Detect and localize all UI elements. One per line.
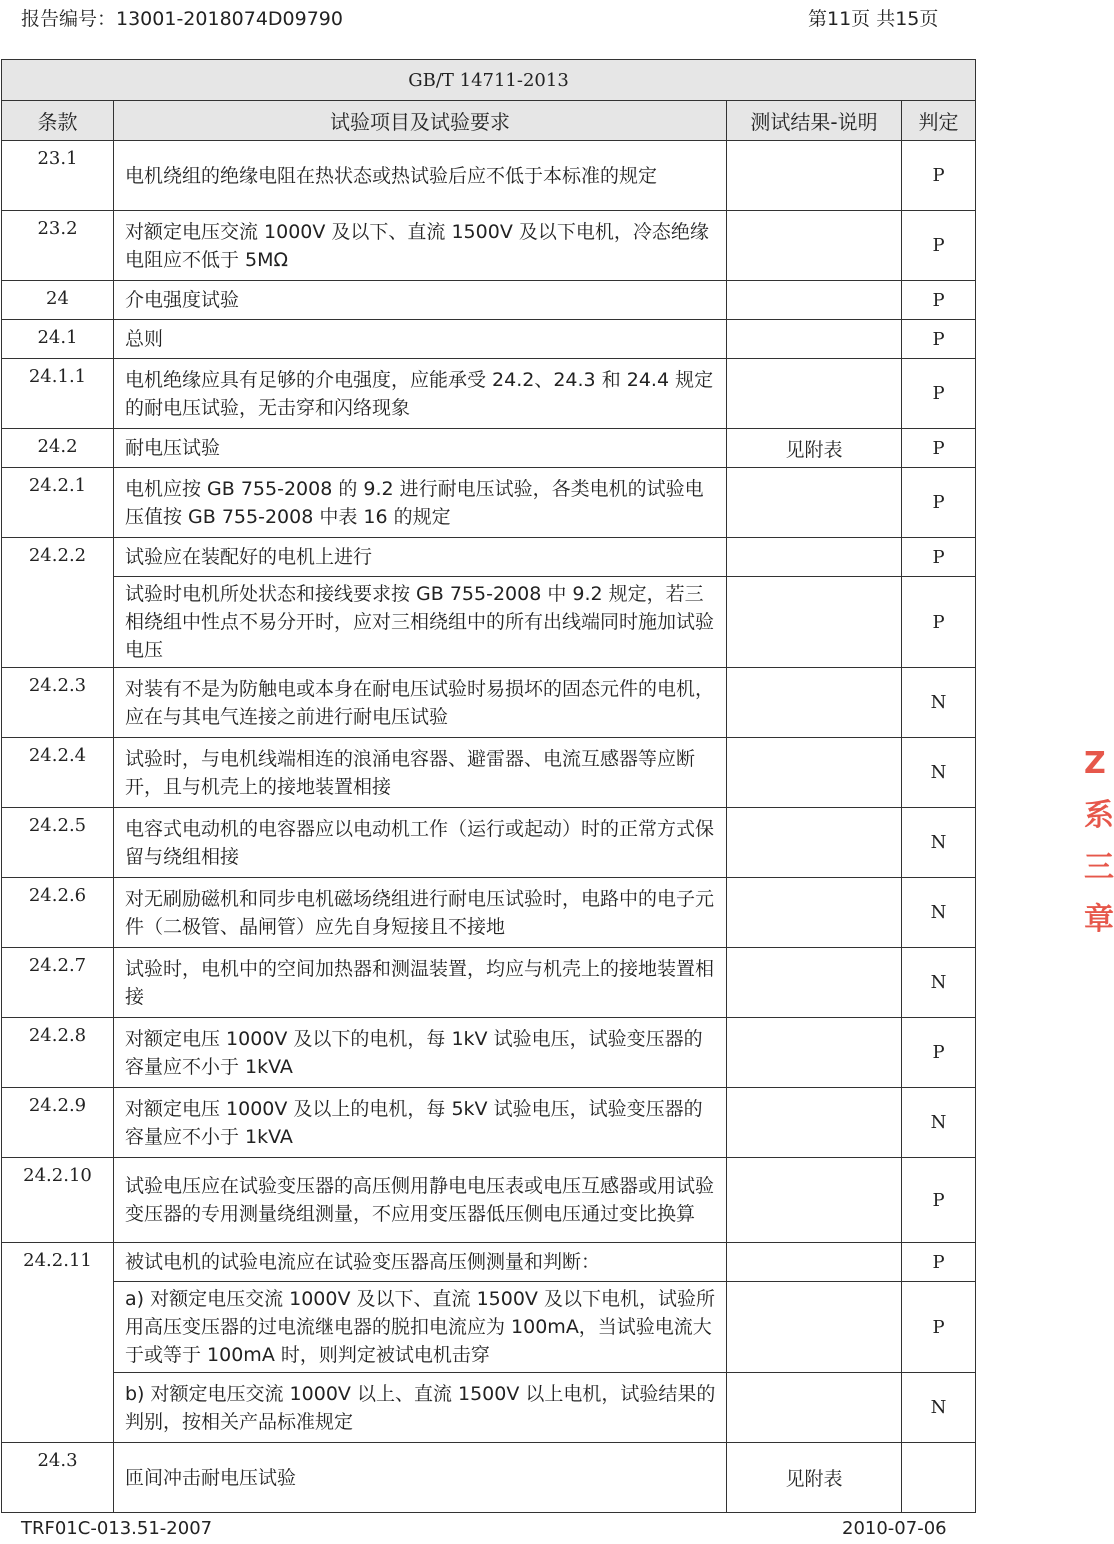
result-cell: 见附表 (727, 429, 902, 468)
clause-cell: 24.2.6 (2, 878, 114, 948)
table-row (2, 211, 976, 281)
requirement-cell: 对无刷励磁机和同步电机磁场绕组进行耐电压试验时，电路中的电子元件（二极管、晶闸管）应先自身短接且不接地 (114, 878, 727, 948)
report-number: 报告编号：13001-2018074D09790 (21, 8, 343, 30)
verdict-cell: N (902, 878, 976, 948)
result-cell (727, 577, 902, 668)
clause-cell: 24.3 (2, 1443, 114, 1513)
clause-cell: 24 (2, 281, 114, 320)
table-row (2, 281, 976, 320)
result-cell (727, 1018, 902, 1088)
result-cell (727, 211, 902, 281)
verdict-cell: P (902, 538, 976, 577)
table-row (2, 1018, 976, 1088)
result-cell (727, 878, 902, 948)
verdict-cell: P (902, 211, 976, 281)
table-row (2, 320, 976, 359)
requirement-cell: 试验时，电机中的空间加热器和测温装置，均应与机壳上的接地装置相接 (114, 948, 727, 1018)
col-header-verdict: 判定 (902, 101, 976, 141)
footer-date: 2010-07-06 (842, 1518, 947, 1539)
verdict-cell: P (902, 359, 976, 429)
result-cell (727, 320, 902, 359)
clause-cell: 23.1 (2, 141, 114, 211)
clause-cell: 24.2.10 (2, 1158, 114, 1243)
table-row (2, 668, 976, 738)
table-row (2, 948, 976, 1018)
result-cell (727, 538, 902, 577)
clause-cell: 24.2.7 (2, 948, 114, 1018)
clause-cell: 24.2.11 (2, 1243, 114, 1443)
requirement-cell: 电机绝缘应具有足够的介电强度，应能承受 24.2、24.3 和 24.4 规定的耐电压试验，无击穿和闪络现象 (114, 359, 727, 429)
clause-cell: 24.2 (2, 429, 114, 468)
clause-cell: 24.1 (2, 320, 114, 359)
result-cell (727, 948, 902, 1018)
verdict-cell: N (902, 1088, 976, 1158)
verdict-cell: P (902, 141, 976, 211)
verdict-cell: P (902, 1158, 976, 1243)
clause-cell: 24.2.2 (2, 538, 114, 668)
table-row (2, 878, 976, 948)
table-row (2, 1088, 976, 1158)
verdict-cell: P (902, 429, 976, 468)
requirement-cell: 对装有不是为防触电或本身在耐电压试验时易损坏的固态元件的电机，应在与其电气连接之前进行耐电压试验 (114, 668, 727, 738)
clause-cell: 24.2.5 (2, 808, 114, 878)
table-row (2, 429, 976, 468)
column-header-row (2, 101, 976, 141)
clause-cell: 23.2 (2, 211, 114, 281)
verdict-cell: P (902, 320, 976, 359)
verdict-cell (902, 1443, 976, 1513)
clause-cell: 24.2.3 (2, 668, 114, 738)
seal-stamp-fragment: Z 系 三 章 (1084, 746, 1114, 937)
requirement-cell: 电机应按 GB 755-2008 的 9.2 进行耐电压试验，各类电机的试验电压值按 GB 755-2008 中表 16 的规定 (114, 468, 727, 538)
col-header-clause: 条款 (2, 101, 114, 141)
requirement-cell: 电机绕组的绝缘电阻在热状态或热试验后应不低于本标准的规定 (114, 141, 727, 211)
verdict-cell: P (902, 1282, 976, 1373)
clause-cell: 24.2.1 (2, 468, 114, 538)
result-cell (727, 281, 902, 320)
table-row (2, 1443, 976, 1513)
verdict-cell: N (902, 1373, 976, 1443)
clause-cell: 24.2.9 (2, 1088, 114, 1158)
result-cell (727, 808, 902, 878)
requirement-cell: 对额定电压 1000V 及以下的电机，每 1kV 试验电压，试验变压器的容量应不小于 1kVA (114, 1018, 727, 1088)
result-cell (727, 1243, 902, 1282)
result-cell (727, 738, 902, 808)
form-code: TRF01C-013.51-2007 (21, 1518, 213, 1539)
table-row (2, 738, 976, 808)
result-cell (727, 141, 902, 211)
result-cell (727, 1088, 902, 1158)
requirement-cell: 匝间冲击耐电压试验 (114, 1443, 727, 1513)
verdict-cell: P (902, 468, 976, 538)
result-cell (727, 1373, 902, 1443)
table-row (2, 808, 976, 878)
verdict-cell: P (902, 281, 976, 320)
requirement-cell: 对额定电压交流 1000V 及以下、直流 1500V 及以下电机，冷态绝缘电阻应不低于 5MΩ (114, 211, 727, 281)
standard-title: GB/T 14711-2013 (2, 60, 976, 101)
requirement-cell: 电容式电动机的电容器应以电动机工作（运行或起动）时的正常方式保留与绕组相接 (114, 808, 727, 878)
requirement-cell: 耐电压试验 (114, 429, 727, 468)
clause-cell: 24.2.8 (2, 1018, 114, 1088)
verdict-cell: N (902, 668, 976, 738)
result-cell (727, 359, 902, 429)
requirement-cell: 试验电压应在试验变压器的高压侧用静电电压表或电压互感器或用试验变压器的专用测量绕组测量，不应用变压器低压侧电压通过变比换算 (114, 1158, 727, 1243)
result-cell: 见附表 (727, 1443, 902, 1513)
verdict-cell: P (902, 1018, 976, 1088)
result-cell (727, 1282, 902, 1373)
verdict-cell: N (902, 808, 976, 878)
requirement-cell: 试验时电机所处状态和接线要求按 GB 755-2008 中 9.2 规定，若三相绕组中性点不易分开时，应对三相绕组中的所有出线端同时施加试验电压 (114, 577, 727, 668)
result-cell (727, 468, 902, 538)
table-row (2, 141, 976, 211)
table-row (2, 468, 976, 538)
requirement-cell: 对额定电压 1000V 及以上的电机，每 5kV 试验电压，试验变压器的容量应不小于 1kVA (114, 1088, 727, 1158)
requirement-cell: 试验时，与电机线端相连的浪涌电容器、避雷器、电流互感器等应断开，且与机壳上的接地装置相接 (114, 738, 727, 808)
requirement-cell: 试验应在装配好的电机上进行 (114, 538, 727, 577)
verdict-cell: P (902, 577, 976, 668)
verdict-cell: N (902, 738, 976, 808)
requirement-cell: 总则 (114, 320, 727, 359)
result-cell (727, 1158, 902, 1243)
result-cell (727, 668, 902, 738)
requirement-cell: b) 对额定电压交流 1000V 以上、直流 1500V 以上电机，试验结果的判别，按相关产品标准规定 (114, 1373, 727, 1443)
requirement-cell: 介电强度试验 (114, 281, 727, 320)
table-row (2, 538, 976, 577)
verdict-cell: N (902, 948, 976, 1018)
clause-cell: 24.1.1 (2, 359, 114, 429)
inspection-table (1, 59, 976, 1513)
requirement-cell: 被试电机的试验电流应在试验变压器高压侧测量和判断： (114, 1243, 727, 1282)
table-row (2, 1373, 976, 1443)
verdict-cell: P (902, 1243, 976, 1282)
table-row (2, 1243, 976, 1282)
col-header-requirement: 试验项目及试验要求 (114, 101, 727, 141)
table-row (2, 1158, 976, 1243)
col-header-result: 测试结果-说明 (727, 101, 902, 141)
table-row (2, 577, 976, 668)
clause-cell: 24.2.4 (2, 738, 114, 808)
requirement-cell: a) 对额定电压交流 1000V 及以下、直流 1500V 及以下电机，试验所用高压变压器的过电流继电器的脱扣电流应为 100mA，当试验电流大于或等于 100mA 时，则判定被试电机击穿 (114, 1282, 727, 1373)
table-row (2, 1282, 976, 1373)
table-row (2, 359, 976, 429)
page-indicator: 第11页 共15页 (808, 8, 939, 30)
